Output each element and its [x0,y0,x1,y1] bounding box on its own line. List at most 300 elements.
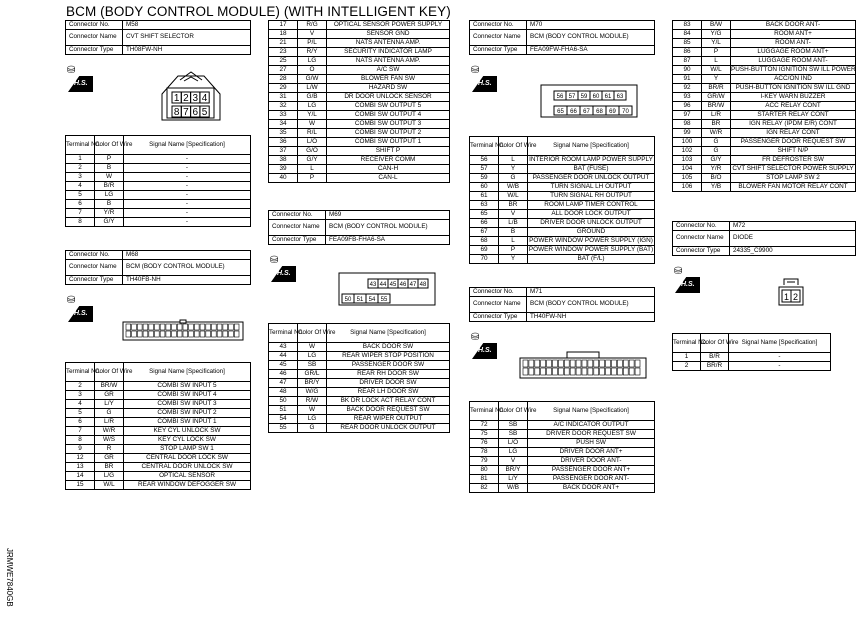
table-row [66,191,251,200]
pin-cavity [547,360,552,367]
signal-name-cell: DRIVER DOOR ANT- [528,457,655,466]
wire-color-cell: BR/W [702,102,731,111]
signal-name-cell: POWER WINDOW POWER SUPPLY (IGN) [529,236,653,244]
pin-label: 69 [609,109,616,115]
table-row [470,246,655,255]
signal-name-cell: RECEIVER COMM [327,156,450,165]
wire-color-header: Color Of Wire [95,136,124,155]
pin-cavity [564,368,569,375]
table-row [66,445,251,454]
terminal-no-cell: 79 [470,457,499,466]
connector-name-label: Connector Name [470,297,527,313]
connector-no-value: M70 [527,21,655,30]
terminal-no-cell: 21 [269,39,298,48]
terminal-no-header: Terminal No. [66,363,95,382]
wire-color-cell: GR/W [702,93,731,102]
table-row [673,165,856,174]
wire-color-cell: W/R [95,427,124,436]
wire-color-cell: G/Y [702,156,731,165]
pin-cavity [149,331,154,337]
signal-name-cell: INTERIOR ROOM LAMP POWER SUPPLY [529,155,653,163]
signal-name-cell: SECURITY INDICATOR LAMP [327,48,450,57]
terminal-no-cell: 63 [470,201,499,210]
wire-color-cell: W/L [702,66,731,75]
terminal-no-header: Terminal No. [269,324,298,343]
wire-color-cell: LG [95,191,124,200]
table-row [470,421,655,430]
signal-name-cell: COMBI SW OUTPUT 1 [327,138,450,147]
connector-no-value: M72 [730,222,856,231]
signal-name-cell: REAR LH DOOR SW [327,388,450,397]
wire-color-cell: L/G [95,472,124,481]
pin-label: 46 [399,282,407,288]
terminal-no-cell: 86 [673,48,702,57]
table-row [269,415,450,424]
pin-cavity [177,331,182,337]
signal-name-cell: BLOWER FAN MOTOR RELAY CONT [731,183,856,192]
signal-name-cell: BK DR LOCK ACT RELAY CONT [327,397,450,406]
pin-cavity [529,360,534,367]
table-row [269,93,450,102]
table-row [673,48,856,57]
table-row [470,439,655,448]
wire-color-cell: V [298,30,327,39]
terminal-no-cell: 60 [470,183,499,192]
wire-color-cell: W/G [298,388,327,397]
signal-name-cell: COMBI SW INPUT 3 [124,400,251,409]
table-row [66,155,251,164]
table-row [673,21,856,30]
table-row [673,39,856,48]
pin-cavity [541,360,546,367]
terminal-no-cell: 2 [66,382,95,391]
connector-no-label: Connector No. [470,21,527,30]
terminal-no-cell: 4 [66,182,95,191]
pin-label: 6 [192,107,199,118]
pin-cavity [594,360,599,367]
connector-type-value: FEA09FB-FHA6-SA [326,236,450,245]
pin-cavity [558,368,563,375]
table-row [269,370,450,379]
signal-name-cell: A/C SW [327,66,450,75]
pin-label: 70 [622,109,629,115]
signal-name-cell: STOP LAMP SW 1 [124,445,251,454]
wire-color-cell: GR [95,454,124,463]
terminal-no-cell: 87 [673,57,702,66]
pin-cavity [234,331,239,337]
wire-color-cell: R/L [298,129,327,138]
signal-name-cell: COMBI SW INPUT 1 [124,418,251,427]
table-row [673,353,831,362]
terminal-no-cell: 80 [470,466,499,475]
pin-cavity [143,324,148,330]
terminal-no-cell: 81 [470,475,499,484]
pin-cavity [635,368,640,375]
wire-color-cell: G [298,424,327,433]
terminal-no-cell: 106 [673,183,702,192]
connector-face-m68 [122,320,244,342]
harness-side-icon [270,256,296,282]
terminal-table-m68-continued [268,20,450,183]
pin-cavity [166,324,171,330]
connector-no-label: Connector No. [470,288,527,297]
terminal-no-cell: 44 [269,352,298,361]
wire-color-cell: G/B [298,93,327,102]
pin-cavity [229,324,234,330]
signal-name-cell: COMBI SW INPUT 5 [124,382,251,391]
connector-type-label: Connector Type [66,276,123,285]
wire-color-cell: W/L [499,192,528,201]
table-row [269,388,450,397]
table-row [673,57,856,66]
terminal-no-cell: 76 [470,439,499,448]
pin-label: 1 [173,93,180,104]
pin-cavity [594,368,599,375]
wire-color-cell: LG [499,448,528,457]
signal-name-cell: ROOM ANT- [731,39,856,48]
pin-label: 2 [183,93,189,104]
connector-no-value: M68 [123,251,251,260]
pin-label: 59 [580,94,588,100]
pin-cavity [582,368,587,375]
wire-color-cell: V [499,457,528,466]
signal-name-cell: BAT (F/L) [528,255,655,264]
table-row [673,138,856,147]
signal-name-cell: OPTICAL SENSOR [124,472,251,481]
signal-name-cell: PASSENGER DOOR ANT+ [528,466,655,475]
terminal-no-cell: 103 [673,156,702,165]
connector-face-m58 [158,72,224,122]
terminal-no-header: Terminal No. [673,334,701,353]
table-row [269,147,450,156]
pin-cavity [137,331,142,337]
signal-name-cell: - [124,173,251,182]
connector-type-label: Connector Type [269,236,326,245]
terminal-no-cell: 48 [269,388,298,397]
harness-side-icon [471,66,497,92]
table-row [269,57,450,66]
signal-name-cell: - [729,362,831,371]
table-row [269,406,450,415]
table-row [66,391,251,400]
terminal-no-cell: 2 [673,362,701,371]
signal-name-cell: REAR RH DOOR SW [327,370,450,379]
wire-color-cell: SB [499,421,528,430]
wire-color-cell: G [702,138,731,147]
pin-label: 63 [616,94,624,100]
table-row [269,75,450,84]
table-row [269,165,450,174]
pin-label: 61 [604,94,612,100]
terminal-no-cell: 5 [66,191,95,200]
terminal-no-cell: 29 [269,84,298,93]
pin-cavity [149,324,154,330]
signal-name-cell: PASSENGER DOOR REQUEST SW [731,138,856,147]
pin-label: 57 [568,94,576,100]
pin-label: 44 [379,282,387,288]
connector-name-value: DIODE [730,231,856,247]
pin-cavity [523,368,528,375]
table-row [269,30,450,39]
terminal-no-cell: 56 [470,156,499,165]
connector-type-label: Connector Type [66,46,123,55]
wire-color-cell: Y [499,255,528,264]
connector-type-value: TH40FB-NH [123,276,251,285]
terminal-no-cell: 92 [673,84,702,93]
terminal-no-cell: 102 [673,147,702,156]
connector-stack-icon: ⛁ [471,332,480,343]
signal-name-cell: NATS ANTENNA AMP. [327,39,450,48]
wire-color-cell: G/O [298,147,327,156]
pin-cavity [177,324,182,330]
table-row [269,361,450,370]
pin-cavity [143,331,148,337]
terminal-no-cell: 57 [470,165,499,174]
connector-stack-icon: ⛁ [67,295,76,306]
pin-cavity [535,360,540,367]
wire-color-cell: W/S [95,436,124,445]
signal-name-cell: KEY CYL UNLOCK SW [124,427,251,436]
table-row [269,66,450,75]
hs-label: H.S. [681,281,695,288]
table-row [673,66,856,75]
wire-color-cell: Y/L [702,39,731,48]
terminal-no-cell: 3 [66,173,95,182]
table-row [269,397,450,406]
table-row [66,400,251,409]
table-row [66,382,251,391]
pin-cavity [529,368,534,375]
pin-cavity [229,331,234,337]
pin-cavity [217,331,222,337]
table-row [269,21,450,30]
pin-cavity [582,360,587,367]
wire-color-cell: B [499,228,528,237]
pin-label: 56 [556,94,564,100]
pin-label: 66 [570,109,577,115]
wire-color-cell: L/B [499,219,528,228]
signal-name-cell: COMBI SW OUTPUT 2 [327,129,450,138]
signal-name-cell: COMBI SW OUTPUT 3 [327,120,450,129]
wire-color-cell: BR/W [95,382,124,391]
wire-color-cell: B/O [702,174,731,183]
terminal-no-cell: 7 [66,209,95,218]
pin-label: 51 [356,297,364,303]
signal-name-cell: BACK DOOR REQUEST SW [327,406,450,415]
table-row [673,111,856,120]
table-row [470,174,655,183]
wire-color-cell: W [298,343,327,352]
connector-type-label: Connector Type [673,247,730,256]
signal-name-cell: KEY CYL LOCK SW [124,436,251,445]
signal-name-cell: ACC RELAY CONT [731,102,856,111]
connector-face-m72 [778,277,804,307]
table-row [673,102,856,111]
wire-color-cell: P [95,155,124,164]
pin-cavity [576,360,581,367]
connector-name-value: BCM (BODY CONTROL MODULE) [326,220,450,236]
signal-name-cell: CVT SHIFT SELECTOR POWER SUPPLY [732,164,854,172]
wire-color-cell: G [499,174,528,183]
wire-color-cell: LG [298,102,327,111]
terminal-no-cell: 45 [269,361,298,370]
pin-cavity [535,368,540,375]
harness-side-icon [67,296,93,322]
signal-name-cell: ACC/ON IND [731,75,856,84]
wire-color-cell: G/Y [95,218,124,227]
terminal-no-cell: 4 [66,400,95,409]
signal-name-cell: I-KEY WARN BUZZER [731,93,856,102]
terminal-no-cell: 1 [673,353,701,362]
terminal-no-cell: 33 [269,111,298,120]
table-row [269,39,450,48]
table-row [66,463,251,472]
wire-color-cell: B [95,164,124,173]
table-row [66,472,251,481]
connector-name-value: BCM (BODY CONTROL MODULE) [527,297,655,313]
pin-cavity [126,324,131,330]
wire-color-cell: Y [702,75,731,84]
wire-color-cell: L [298,165,327,174]
harness-side-icon [674,267,700,293]
wire-color-cell: L [702,57,731,66]
pin-label: 47 [409,282,417,288]
wire-color-cell: BR/Y [499,466,528,475]
wire-color-cell: R/G [298,21,327,30]
connector-name-label: Connector Name [66,260,123,276]
pin-cavity [212,331,217,337]
wire-color-cell: W [298,406,327,415]
signal-name-cell: BACK DOOR SW [327,343,450,352]
wire-color-cell: R/W [298,397,327,406]
signal-name-cell: CAN-H [327,165,450,174]
pin-cavity [160,324,165,330]
wire-color-header: Color Of Wire [298,324,327,343]
signal-name-cell: LUGGAGE ROOM ANT- [731,57,856,66]
connector-no-value: M69 [326,211,450,220]
table-row [269,424,450,433]
signal-name-cell: A/C INDICATOR OUTPUT [528,421,655,430]
signal-name-cell: DRIVER DOOR ANT+ [528,448,655,457]
harness-side-icon [67,66,93,92]
pin-cavity [570,360,575,367]
pin-label: 60 [592,94,600,100]
wire-color-header: Color Of Wire [701,334,729,353]
connector-header-m72 [672,221,856,256]
pin-cavity [629,368,634,375]
wire-color-cell: SB [499,430,528,439]
pin-cavity [523,360,528,367]
signal-name-cell: - [124,164,251,173]
table-row [673,362,831,371]
wire-color-cell: Y/R [702,165,731,174]
connector-header-m58 [65,20,251,55]
terminal-no-cell: 51 [269,406,298,415]
terminal-no-cell: 40 [269,174,298,183]
wire-color-cell: L/O [298,138,327,147]
signal-name-cell: REAR WINDOW DEFOGGER SW [124,481,251,490]
signal-name-header: Signal Name [Specification] [124,363,251,382]
connector-face-m71 [519,350,647,380]
terminal-no-cell: 59 [470,174,499,183]
terminal-no-cell: 55 [269,424,298,433]
table-row [269,48,450,57]
terminal-no-cell: 96 [673,102,702,111]
pin-cavity [623,368,628,375]
table-row [673,156,856,165]
terminal-no-cell: 67 [470,228,499,237]
terminal-no-cell: 6 [66,200,95,209]
table-row [470,201,655,210]
terminal-no-cell: 35 [269,129,298,138]
wire-color-cell: SB [298,361,327,370]
pin-label: 2 [793,292,799,302]
harness-side-icon [471,333,497,359]
terminal-no-cell: 72 [470,421,499,430]
table-row [673,84,856,93]
terminal-no-cell: 70 [470,255,499,264]
pin-cavity [200,324,205,330]
connector-type-value: 24335_C9900 [730,247,856,256]
terminal-no-cell: 100 [673,138,702,147]
terminal-no-cell: 85 [673,39,702,48]
pin-cavity [558,360,563,367]
table-row [470,255,655,264]
pin-cavity [155,331,160,337]
pin-cavity [172,324,177,330]
signal-name-header: Signal Name [Specification] [124,136,251,155]
table-row [66,218,251,227]
pin-cavity [166,331,171,337]
wire-color-cell: P [702,48,731,57]
terminal-table-m72 [672,333,831,371]
signal-name-cell: PASSENGER DOOR SW [327,361,450,370]
terminal-no-cell: 50 [269,397,298,406]
wire-color-cell: B/W [702,21,731,30]
table-row [269,111,450,120]
terminal-no-cell: 90 [673,66,702,75]
wire-color-cell: B [95,200,124,209]
connector-face-m70 [540,84,638,118]
wire-color-cell: W [95,173,124,182]
wire-color-cell: BR/R [702,84,731,93]
table-row [673,129,856,138]
table-row [470,457,655,466]
terminal-no-cell: 69 [470,246,499,255]
terminal-no-cell: 17 [269,21,298,30]
pin-cavity [137,324,142,330]
pin-label: 68 [596,109,603,115]
signal-name-cell: LUGGAGE ROOM ANT+ [731,48,856,57]
pin-label: 1 [784,292,790,302]
signal-name-cell: REAR WIPER OUTPUT [327,415,450,424]
terminal-no-cell: 66 [470,219,499,228]
connector-name-label: Connector Name [470,30,527,46]
pin-cavity [189,324,194,330]
terminal-no-cell: 99 [673,129,702,138]
table-row [269,138,450,147]
table-row [66,418,251,427]
signal-name-cell: PUSH SW [528,439,655,448]
terminal-no-cell: 18 [269,30,298,39]
pin-cavity [183,331,188,337]
signal-name-cell: ALL DOOR LOCK OUTPUT [528,210,655,219]
table-row [269,174,450,183]
terminal-table-m71-continued [672,20,856,192]
signal-name-cell: BLOWER FAN SW [327,75,450,84]
wire-color-cell: P [298,174,327,183]
wire-color-cell: Y/L [298,111,327,120]
